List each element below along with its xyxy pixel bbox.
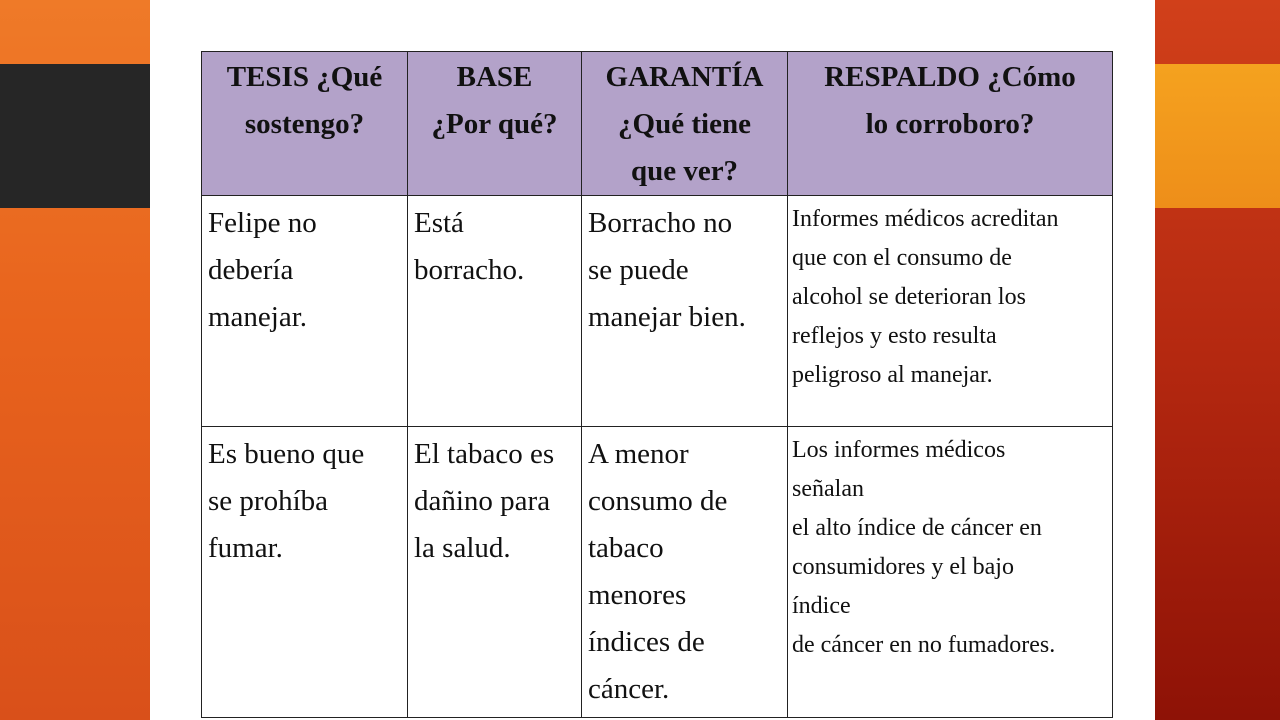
cell-text: se prohíba bbox=[208, 485, 328, 517]
header-text: ¿Por qué? bbox=[431, 108, 558, 140]
cell-base bbox=[408, 427, 582, 718]
header-text: GARANTÍA bbox=[605, 61, 764, 93]
header-text: TESIS ¿Qué bbox=[226, 61, 383, 93]
header-text: RESPALDO ¿Cómo bbox=[824, 61, 1076, 93]
cell-text: la salud. bbox=[414, 532, 511, 564]
right-orange-accent bbox=[1155, 64, 1280, 208]
cell-text: menores bbox=[588, 579, 687, 611]
cell-respaldo bbox=[788, 427, 1113, 718]
cell-text: borracho. bbox=[414, 254, 525, 286]
cell-garantia bbox=[582, 196, 788, 427]
cell-text: consumo de bbox=[588, 485, 728, 517]
cell-text: índice bbox=[792, 593, 851, 619]
cell-text: A menor bbox=[588, 438, 689, 470]
cell-text: Está bbox=[414, 207, 464, 239]
cell-text: dañino para bbox=[414, 485, 551, 517]
cell-text: Los informes médicos bbox=[792, 437, 1006, 463]
cell-respaldo bbox=[788, 196, 1113, 427]
cell-text: Es bueno que bbox=[208, 438, 365, 470]
toulmin-table bbox=[201, 51, 1113, 718]
cell-text: señalan bbox=[792, 476, 864, 502]
cell-text: se puede bbox=[588, 254, 689, 286]
table-row bbox=[202, 427, 1113, 718]
cell-text: Borracho no bbox=[588, 207, 733, 239]
header-text: que ver? bbox=[630, 155, 739, 187]
header-base bbox=[408, 52, 582, 196]
cell-garantia bbox=[582, 427, 788, 718]
header-text: lo corroboro? bbox=[865, 108, 1035, 140]
cell-text: alcohol se deterioran los bbox=[792, 284, 1026, 310]
cell-text: manejar bien. bbox=[588, 301, 746, 333]
header-text: sostengo? bbox=[244, 108, 365, 140]
cell-text: Informes médicos acreditan bbox=[792, 206, 1059, 232]
cell-tesis bbox=[202, 427, 408, 718]
table-row bbox=[202, 196, 1113, 427]
header-text: ¿Qué tiene bbox=[618, 108, 751, 140]
header-text: BASE bbox=[456, 61, 533, 93]
cell-base bbox=[408, 196, 582, 427]
header-respaldo bbox=[788, 52, 1113, 196]
cell-text: manejar. bbox=[208, 301, 308, 333]
cell-text: debería bbox=[208, 254, 294, 286]
cell-text: que con el consumo de bbox=[792, 245, 1012, 271]
cell-text: peligroso al manejar. bbox=[792, 362, 993, 388]
cell-text: El tabaco es bbox=[414, 438, 555, 470]
cell-text: cáncer. bbox=[588, 673, 670, 705]
cell-tesis bbox=[202, 196, 408, 427]
header-garantia bbox=[582, 52, 788, 196]
cell-text: índices de bbox=[588, 626, 705, 658]
left-dark-accent bbox=[0, 64, 150, 208]
cell-text: fumar. bbox=[208, 532, 283, 564]
cell-text: el alto índice de cáncer en bbox=[792, 515, 1042, 541]
cell-text: consumidores y el bajo bbox=[792, 554, 1014, 580]
header-tesis bbox=[202, 52, 408, 196]
cell-text: tabaco bbox=[588, 532, 664, 564]
header-row bbox=[202, 52, 1113, 196]
cell-text: reflejos y esto resulta bbox=[792, 323, 997, 349]
cell-text: Felipe no bbox=[208, 207, 317, 239]
cell-text: de cáncer en no fumadores. bbox=[792, 632, 1056, 658]
